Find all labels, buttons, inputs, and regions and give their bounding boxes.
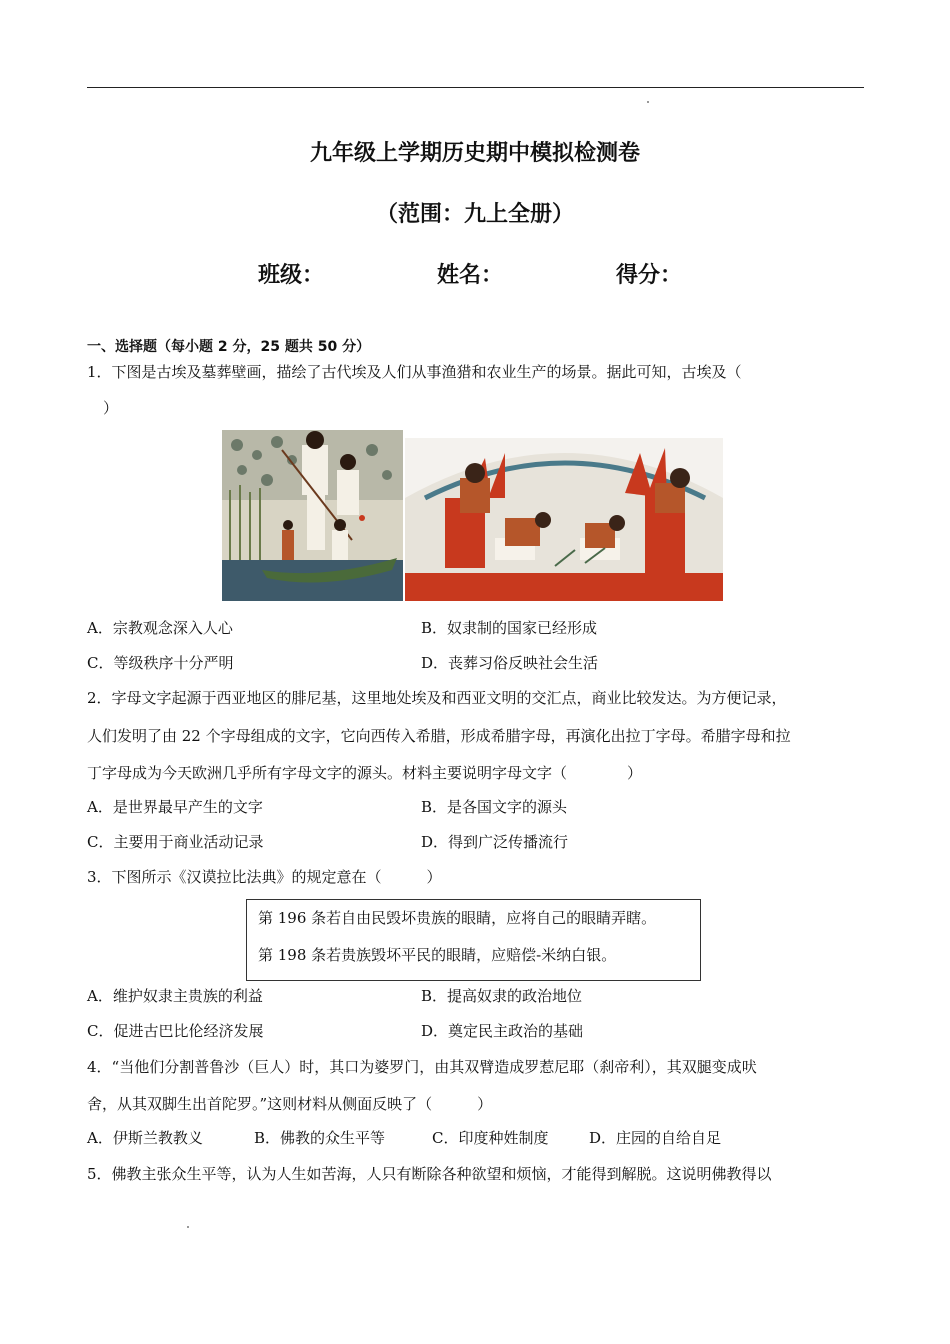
q4-option-b: B．佛教的众生平等 (254, 1129, 386, 1147)
speck (187, 1226, 189, 1228)
q1-option-c: C．等级秩序十分严明 (87, 654, 234, 672)
speck (647, 101, 649, 103)
q1-option-a: A．宗教观念深入人心 (87, 619, 233, 637)
q4-stem-line-1: 4．“当他们分割普鲁沙（巨人）时，其口为婆罗门，由其双臂造成罗惹尼耶（刹帝利），其双腿变成吠 (87, 1058, 757, 1076)
class-label: 班级： (258, 263, 325, 288)
q1-stem-line-1: 1．下图是古埃及墓葬壁画，描绘了古代埃及人们从事渔猎和农业生产的场景。据此可知，古埃及（ (87, 363, 742, 381)
exam-subtitle: （范围：九上全册） (375, 202, 574, 227)
q4-option-d: D．庄园的自给自足 (589, 1129, 722, 1147)
exam-title: 九年级上学期历史期中模拟检测卷 (309, 141, 640, 166)
code-quote-box (246, 899, 701, 981)
q4-option-c: C．印度种姓制度 (432, 1129, 549, 1147)
mural-harvest-image (405, 438, 723, 601)
q2-option-d: D．得到广泛传播流行 (421, 833, 569, 851)
q1-option-d: D．丧葬习俗反映社会生活 (421, 654, 599, 672)
q3-option-b: B．提高奴隶的政治地位 (421, 987, 583, 1005)
q2-option-c: C．主要用于商业活动记录 (87, 833, 264, 851)
q3-stem-line-1: 3．下图所示《汉谟拉比法典》的规定意在（ ） (87, 868, 442, 886)
q2-stem-line-2: 人们发明了由 22 个字母组成的文字，它向西传入希腊，形成希腊字母，再演化出拉丁字母。希腊字母和拉 (87, 727, 791, 745)
q2-option-b: B．是各国文字的源头 (421, 798, 568, 816)
q1-stem-line-2: ） (103, 399, 119, 417)
q2-stem-line-1: 2．字母文字起源于西亚地区的腓尼基，这里地处埃及和西亚文明的交汇点，商业比较发达。为方便记录， (87, 689, 787, 707)
top-rule (87, 87, 864, 88)
q5-stem-line-1: 5．佛教主张众生平等，认为人生如苦海，人只有断除各种欲望和烦恼，才能得到解脱。这说明佛教得以 (87, 1165, 772, 1183)
q2-option-a: A．是世界最早产生的文字 (87, 798, 263, 816)
q1-option-b: B．奴隶制的国家已经形成 (421, 619, 598, 637)
q4-stem-line-2: 舍，从其双脚生出首陀罗。”这则材料从侧面反映了（ ） (87, 1095, 493, 1113)
q3-option-d: D．奠定民主政治的基础 (421, 1022, 584, 1040)
quote-line-198: 第 198 条若贵族毁坏平民的眼睛，应赔偿-米纳白银。 (258, 946, 617, 964)
q2-stem-line-3: 丁字母成为今天欧洲几乎所有字母文字的源头。材料主要说明字母文字（ ） (87, 764, 643, 782)
name-label: 姓名： (437, 263, 504, 288)
mural-fishing-image (222, 430, 403, 601)
quote-line-196: 第 196 条若自由民毁坏贵族的眼睛，应将自己的眼睛弄瞎。 (258, 909, 657, 927)
section-heading: 一、选择题（每小题 2 分，25 题共 50 分） (87, 339, 371, 355)
score-label: 得分： (616, 263, 683, 288)
q4-option-a: A．伊斯兰教教义 (87, 1129, 203, 1147)
q3-option-a: A．维护奴隶主贵族的利益 (87, 987, 263, 1005)
q3-option-c: C．促进古巴比伦经济发展 (87, 1022, 264, 1040)
